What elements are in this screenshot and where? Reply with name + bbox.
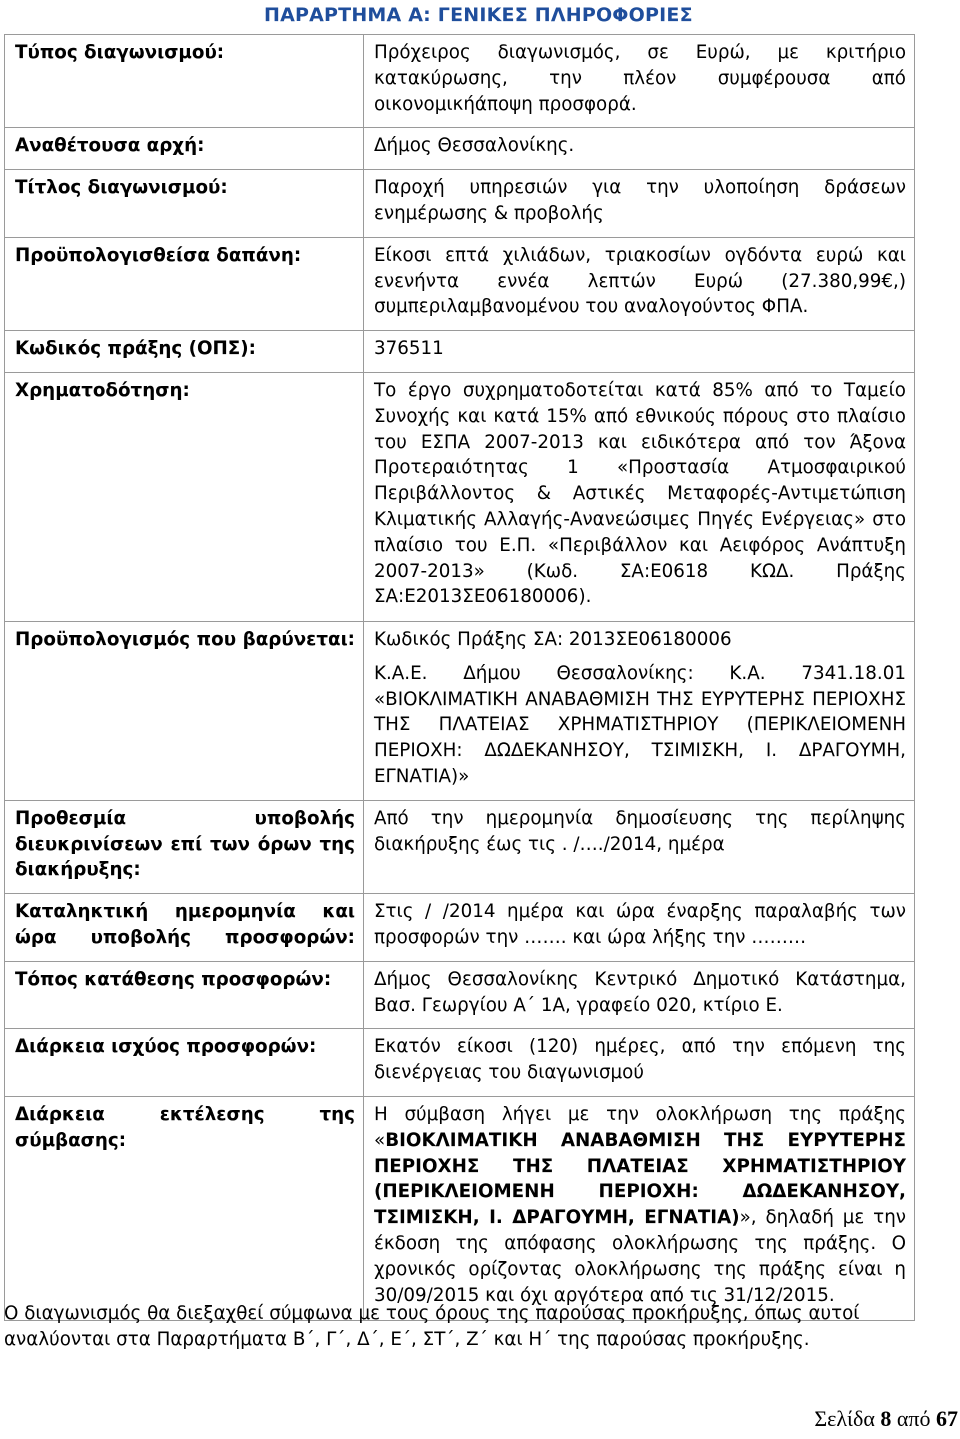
row-value-estimated-budget <box>364 237 915 330</box>
row-value-submission-deadline <box>364 894 915 962</box>
info-row-contract-duration <box>5 1096 915 1320</box>
row-label-submission-deadline <box>5 894 364 962</box>
info-row-submission-place <box>5 961 915 1029</box>
row-label-estimated-budget <box>5 237 364 330</box>
row-value-paragraph <box>374 336 906 362</box>
row-label-text: Τύπος διαγωνισμού: <box>15 42 225 63</box>
row-label-contracting-authority <box>5 128 364 170</box>
row-value-paragraph <box>374 175 906 227</box>
row-label-clarification-deadline <box>5 800 364 893</box>
info-row-clarification-deadline <box>5 800 915 893</box>
row-label-text: Χρηματοδότηση: <box>15 379 190 401</box>
page-footer <box>814 1406 958 1432</box>
row-value-paragraph <box>374 1034 906 1086</box>
row-value-text: Στις / /2014 ημέρα και ώρα έναρξης παραλαβής των προσφορών την ……. και ώρα λήξης την ……… <box>374 901 906 948</box>
row-value-bold-text: ΒΙΟΚΛΙΜΑΤΙΚΗ ΑΝΑΒΑΘΜΙΣΗ ΤΗΣ ΕΥΡΥΤΕΡΗΣ ΠΕΡΙΟΧΗΣ ΤΗΣ ΠΛΑΤΕΙΑΣ ΧΡΗΜΑΤΙΣΤΗΡΙΟΥ (ΠΕΡΙΚΛΕΙΟΜΕΝΗ ΠΕΡΙΟΧΗ: ΔΩΔΕΚΑΝΗΣΟΥ, ΤΣΙΜΙΣΚΗ, Ι. ΔΡΑΓΟΥΜΗ, ΕΓΝΑΤΙΑ) <box>374 1129 906 1229</box>
row-label-text: Καταληκτική ημερομηνία και ώρα υποβολής προσφορών: <box>15 901 355 948</box>
row-label-tender-title <box>5 170 364 238</box>
row-label-text: Τίτλος διαγωνισμού: <box>15 177 228 199</box>
row-label-text: Αναθέτουσα αρχή: <box>15 135 205 157</box>
row-label-text: Προϋπολογισμός που βαρύνεται: <box>15 628 355 650</box>
row-value-clarification-deadline <box>364 800 915 893</box>
row-value-contract-duration <box>364 1096 915 1320</box>
row-label-funding <box>5 372 364 621</box>
row-label-budget-charged <box>5 621 364 800</box>
row-label-contract-duration <box>5 1096 364 1320</box>
row-value-text: Δήμος Θεσσαλονίκης Κεντρικό Δημοτικό Κατάστημα, Βασ. Γεωργίου Α΄ 1Α, γραφείο 020, κτίριο Ε. <box>374 968 906 1016</box>
row-label-offer-validity <box>5 1029 364 1097</box>
info-row-submission-deadline <box>5 894 915 962</box>
row-value-paragraph: Κωδικός Πράξης ΣΑ: 2013ΣΕ06180006 <box>374 628 732 650</box>
row-value-paragraph <box>374 1102 906 1308</box>
info-row-tender-type <box>5 35 915 128</box>
info-row-tender-title <box>5 170 915 238</box>
row-value-paragraph <box>374 243 906 320</box>
row-value-paragraph <box>374 967 906 1019</box>
annex-title: ΠΑΡΑΡΤΗΜΑ Α: ΓΕΝΙΚΕΣ ΠΛΗΡΟΦΟΡΙΕΣ <box>264 4 693 26</box>
info-row-estimated-budget <box>5 237 915 330</box>
row-value-contracting-authority <box>364 128 915 170</box>
row-label-text: Προθεσμία υποβολής διευκρινίσεων επί των όρων της διακήρυξης: <box>15 807 355 881</box>
row-value-text: Δήμος Θεσσαλονίκης. <box>374 135 575 157</box>
row-value-tender-title <box>364 170 915 238</box>
row-label-text: Κωδικός πράξης (ΟΠΣ): <box>15 338 256 360</box>
page-number: 8 <box>880 1406 892 1431</box>
row-label-text: Προϋπολογισθείσα δαπάνη: <box>15 244 302 266</box>
row-value-submission-place <box>364 961 915 1029</box>
page-word: Σελίδα <box>814 1406 875 1431</box>
row-value-text: », δηλαδή με την έκδοση της απόφασης ολοκλήρωσης της πράξης. Ο χρονικός ορίζοντας ολοκλήρωσης της πράξης είναι η 30/09/2015 και όχι αργότερα από τις 31/12/2015. <box>374 1207 906 1306</box>
row-label-text: Τόπος κατάθεσης προσφορών: <box>15 968 332 990</box>
page-of-word: από <box>896 1406 931 1431</box>
row-value-paragraph: Κ.Α.Ε. Δήμου Θεσσαλονίκης: Κ.Α. 7341.18.01 «ΒΙΟΚΛΙΜΑΤΙΚΗ ΑΝΑΒΑΘΜΙΣΗ ΤΗΣ ΕΥΡΥΤΕΡΗΣ ΠΕΡΙΟΧΗΣ ΤΗΣ ΠΛΑΤΕΙΑΣ ΧΡΗΜΑΤΙΣΤΗΡΙΟΥ (ΠΕΡΙΚΛΕΙΟΜΕΝΗ ΠΕΡΙΟΧΗ: ΔΩΔΕΚΑΝΗΣΟΥ, ΤΣΙΜΙΣΚΗ, Ι. ΔΡΑΓΟΥΜΗ, ΕΓΝΑΤΙΑ)» <box>374 662 906 787</box>
row-value-text: Πρόχειρος διαγωνισμός, σε Ευρώ, με κριτήριο κατακύρωσης, την πλέον συμφέρουσα από οικονομικήάποψη προσφορά. <box>374 42 906 115</box>
total-pages: 67 <box>936 1406 958 1431</box>
row-value-paragraph <box>374 378 906 610</box>
row-value-paragraph <box>374 133 906 159</box>
row-label-text: Διάρκεια εκτέλεσης της σύμβασης: <box>15 1103 355 1151</box>
row-value-budget-charged <box>364 621 915 800</box>
general-info-rows <box>5 35 915 1321</box>
row-value-paragraph <box>374 40 906 117</box>
row-value-project-code <box>364 331 915 373</box>
info-row-offer-validity <box>5 1029 915 1097</box>
row-label-submission-place <box>5 961 364 1029</box>
row-value-paragraph <box>374 806 906 858</box>
row-value-text: Παροχή υπηρεσιών για την υλοποίηση δράσεων ενημέρωσης & προβολής <box>374 177 906 224</box>
closing-paragraph: Ο διαγωνισμός θα διεξαχθεί σύμφωνα με τους όρους της παρούσας προκήρυξης, όπως αυτοί αναλύονται στα Παραρτήματα Β΄, Γ΄, Δ΄, Ε΄, ΣΤ΄, Ζ΄ και Η΄ της παρούσας προκήρυξης. <box>4 1303 860 1350</box>
row-value-text: Από την ημερομηνία δημοσίευσης της περίληψης διακήρυξης έως τις . /…./2014, ημέρα <box>374 807 906 855</box>
info-row-contracting-authority <box>5 128 915 170</box>
row-value-text: Το έργο συχρηματοδοτείται κατά 85% από το Ταμείο Συνοχής και κατά 15% από εθνικούς πόρους στο πλαίσιο του ΕΣΠΑ 2007-2013 και ειδικότερα από τον Άξονα Προτεραιότητας 1 «Προστασία Ατμοσφαιρικού Περιβάλλοντος & Αστικές Μεταφορές-Αντιμετώπιση Κλιματικής Αλλαγής-Ανανεώσιμες Πηγές Ενέργειας» στο πλαίσιο του Ε.Π. «Περιβάλλον και Αειφόρος Ανάπτυξη 2007-2013» (Κωδ. ΣΑ:Ε0618 ΚΩΔ. Πράξης ΣΑ:Ε2013ΣΕ06180006). <box>374 379 906 608</box>
row-value-text: 376511 <box>374 338 444 360</box>
row-value-text: Εκατόν είκοσι (120) ημέρες, από την επόμενη της διενέργειας του διαγωνισμού <box>374 1036 906 1084</box>
row-value-text: Η σύμβαση λήγει με την ολοκλήρωση της πράξης « <box>374 1103 906 1151</box>
info-row-project-code <box>5 331 915 373</box>
info-row-budget-charged <box>5 621 915 800</box>
row-value-paragraph <box>374 899 906 951</box>
row-label-tender-type <box>5 35 364 128</box>
row-value-offer-validity <box>364 1029 915 1097</box>
general-info-table <box>4 34 915 1321</box>
row-label-text: Διάρκεια ισχύος προσφορών: <box>15 1036 317 1058</box>
row-value-text: Είκοσι επτά χιλιάδων, τριακοσίων ογδόντα ευρώ και ενενήντα εννέα λεπτών Ευρώ (27.380,99€,) συμπεριλαμβανομένου του αναλογούντος ΦΠΑ. <box>374 244 906 318</box>
row-value-tender-type <box>364 35 915 128</box>
row-value-funding <box>364 372 915 621</box>
row-label-project-code <box>5 331 364 373</box>
info-row-funding <box>5 372 915 621</box>
